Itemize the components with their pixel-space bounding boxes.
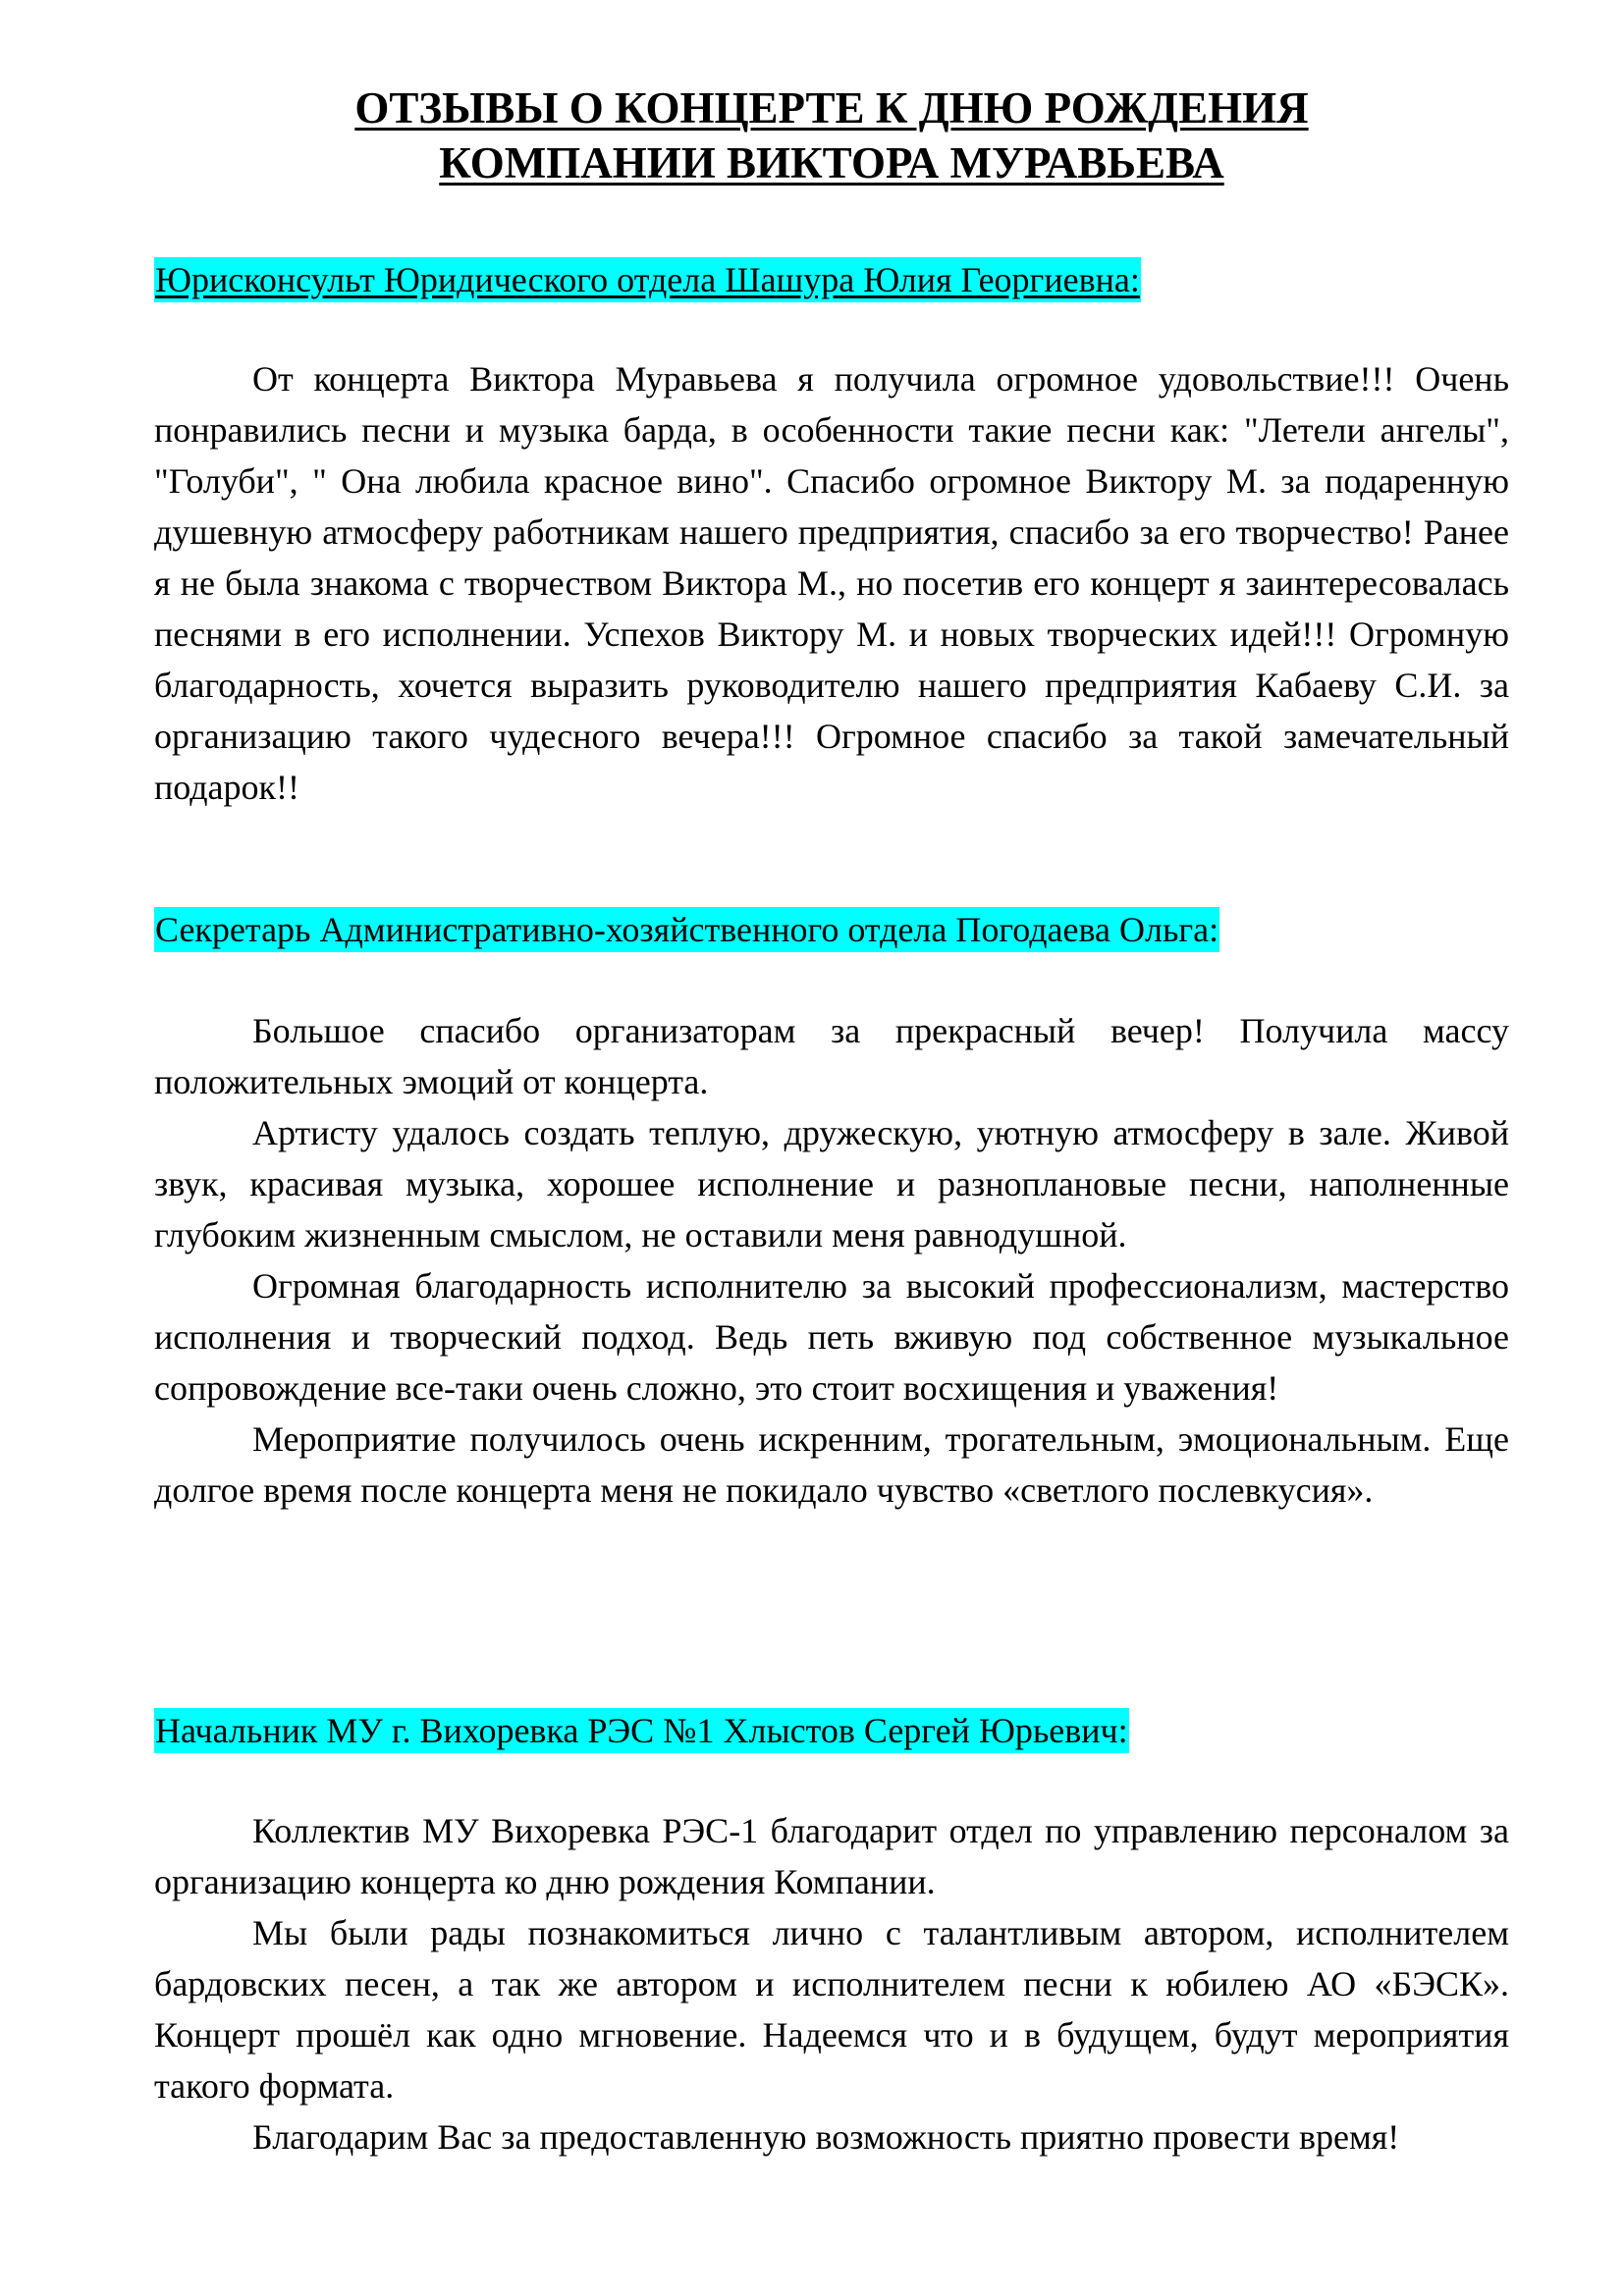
review-paragraph: Большое спасибо организаторам за прекрасный вечер! Получила массу положительных эмоций от концерта. [154, 1011, 1509, 1101]
review-paragraph: Мероприятие получилось очень искренним, трогательным, эмоциональным. Еще долгое время после концерта меня не покидало чувство «светлого послевкусия». [154, 1419, 1509, 1510]
review-2-body [154, 1005, 1509, 1516]
title-line-2: КОМПАНИИ ВИКТОРА МУРАВЬЕВА [439, 138, 1224, 187]
review-paragraph: Артисту удалось создать теплую, дружескую, уютную атмосферу в зале. Живой звук, красивая музыка, хорошее исполнение и разноплановые песни, наполненные глубоким жизненным смыслом, не оставили меня равнодушной. [154, 1113, 1509, 1255]
review-paragraph: Благодарим Вас за предоставленную возможность приятно провести время! [252, 2117, 1400, 2157]
title-line-1: ОТЗЫВЫ О КОНЦЕРТЕ К ДНЮ РОЖДЕНИЯ [354, 83, 1309, 133]
review-2-author-block [154, 907, 1219, 952]
review-1-body [154, 353, 1509, 813]
review-3-body [154, 1805, 1509, 2163]
review-paragraph: Мы были рады познакомиться лично с талантливым автором, исполнителем бардовских песен, а так же автором и исполнителем песни к юбилею АО «БЭСК». Концерт прошёл как одно мгновение. Надеемся что и в будущем, будут мероприятия такого формата. [154, 1913, 1509, 2106]
review-3-author-block [154, 1708, 1129, 1753]
document-page [154, 80, 1509, 2157]
review-paragraph: Огромная благодарность исполнителю за высокий профессионализм, мастерство исполнения и творческий подход. Ведь петь вживую под собственное музыкальное сопровождение все-таки очень сложно, это стоит восхищения и уважения! [154, 1266, 1509, 1408]
review-1-author-block [154, 257, 1141, 302]
review-paragraph: Коллектив МУ Вихоревка РЭС-1 благодарит отдел по управлению персоналом за организацию концерта ко дню рождения Компании. [154, 1811, 1509, 1901]
review-author-heading: Начальник МУ г. Вихоревка РЭС №1 Хлыстов Сергей Юрьевич: [154, 1708, 1129, 1753]
review-paragraph: От концерта Виктора Муравьева я получила огромное удовольствие!!! Очень понравились песни и музыка барда, в особенности такие песни как: "Летели ангелы", "Голуби", " Она любила красное вино". Спасибо огромное Виктору М. за подаренную душевную атмосферу работникам нашего предприятия, спасибо за его творчество! Ранее я не была знакома с творчеством Виктора М., но посетив его концерт я заинтересовалась песнями в его исполнении. Успехов Виктору М. и новых творческих идей!!! Огромную благодарность, хочется выразить руководителю нашего предприятия Кабаеву С.И. за организацию такого чудесного вечера!!! Огромное спасибо за такой замечательный подарок!! [154, 359, 1509, 807]
review-author-heading: Секретарь Административно-хозяйственного отдела Погодаева Ольга: [154, 907, 1219, 952]
document-title [154, 80, 1509, 190]
review-author-heading: Юрисконсульт Юридического отдела Шашура Юлия Георгиевна: [154, 257, 1141, 302]
